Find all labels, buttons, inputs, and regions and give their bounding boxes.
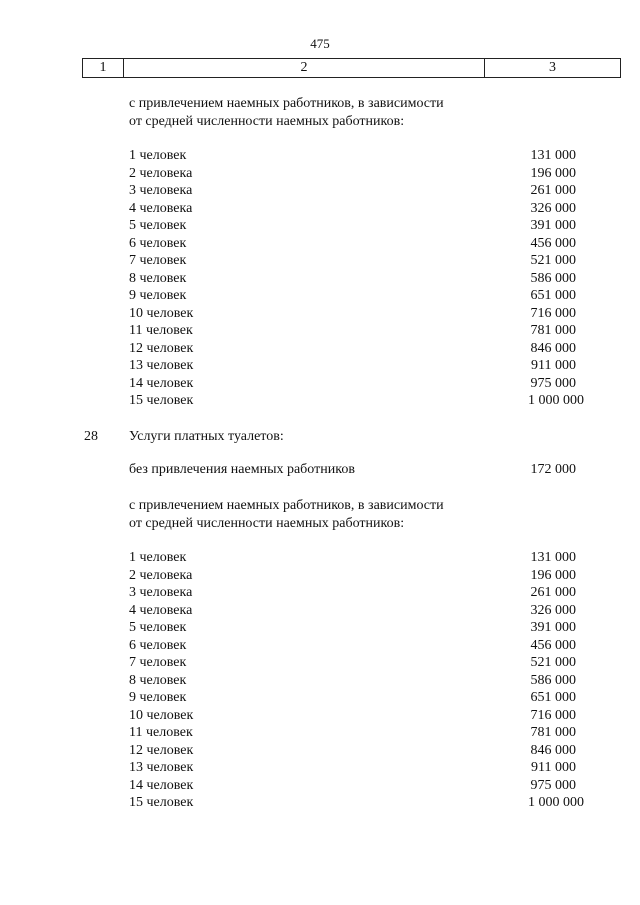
list-item-label: 12 человек: [129, 340, 194, 356]
list-item-value: 391 000: [530, 620, 576, 635]
list-item-label: 14 человек: [129, 375, 194, 391]
list-item-value: 975 000: [530, 777, 576, 793]
column-header-row: [82, 58, 621, 78]
list-item: [129, 182, 584, 200]
list-item: [129, 340, 584, 358]
list-item-value: 326 000: [530, 602, 576, 618]
list-item: [129, 619, 584, 637]
list-item: [129, 707, 584, 725]
list-item: [129, 287, 584, 305]
list-item-value: 131 000: [530, 148, 576, 163]
list-item-label: 14 человек: [129, 777, 194, 793]
item-28-intro-line2: от средней численности наемных работников:: [129, 516, 405, 531]
list-item: [129, 252, 584, 270]
list-item-value: 846 000: [530, 340, 576, 356]
list-item-value: 326 000: [530, 200, 576, 216]
list-item-label: 9 человек: [129, 690, 187, 705]
list-item-value: 1 000 000: [528, 393, 584, 408]
section-a-intro-line1: с привлечением наемных работников, в зависимости: [129, 96, 444, 111]
list-item-label: 4 человека: [129, 200, 193, 216]
list-item: [129, 724, 584, 742]
list-item: [129, 637, 584, 655]
section-a-rows: [129, 147, 584, 410]
list-item-label: 8 человек: [129, 672, 187, 688]
list-item-value: 586 000: [530, 270, 576, 286]
list-item-label: 5 человек: [129, 218, 187, 233]
list-item-label: 1 человек: [129, 148, 187, 163]
list-item-value: 975 000: [530, 375, 576, 391]
list-item: [129, 584, 584, 602]
list-item-label: 5 человек: [129, 620, 187, 635]
list-item-value: 261 000: [530, 183, 576, 198]
column-header-1: 1: [83, 59, 124, 77]
list-item: [129, 200, 584, 218]
list-item-label: 7 человек: [129, 655, 187, 670]
list-item: [129, 270, 584, 288]
list-item: [129, 235, 584, 253]
list-item: [129, 777, 584, 795]
list-item-label: 15 человек: [129, 795, 194, 810]
list-item-label: 7 человек: [129, 253, 187, 268]
list-item-label: 3 человека: [129, 585, 193, 600]
list-item-value: 911 000: [531, 760, 576, 775]
list-item-value: 651 000: [530, 690, 576, 705]
list-item: [129, 654, 584, 672]
list-item-value: 716 000: [530, 707, 576, 723]
list-item-value: 911 000: [531, 358, 576, 373]
list-item: [129, 742, 584, 760]
list-item-label: 3 человека: [129, 183, 193, 198]
item-28-intro-line1: с привлечением наемных работников, в зависимости: [129, 498, 444, 513]
list-item: [129, 217, 584, 235]
list-item-value: 131 000: [530, 550, 576, 565]
list-item: [129, 672, 584, 690]
list-item: [129, 305, 584, 323]
list-item-value: 261 000: [530, 585, 576, 600]
list-item-label: 6 человек: [129, 637, 187, 653]
list-item-value: 586 000: [530, 672, 576, 688]
list-item-label: 12 человек: [129, 742, 194, 758]
list-item: [129, 689, 584, 707]
list-item-label: 11 человек: [129, 725, 193, 740]
list-item: [129, 375, 584, 393]
item-28-no-workers-value: 172 000: [530, 462, 576, 477]
list-item-label: 13 человек: [129, 760, 194, 775]
column-header-2: 2: [124, 59, 485, 77]
item-28-title: Услуги платных туалетов:: [129, 429, 284, 444]
list-item-label: 4 человека: [129, 602, 193, 618]
column-header-3: 3: [549, 60, 556, 75]
item-28-no-workers-row: [129, 461, 576, 479]
list-item-value: 781 000: [530, 725, 576, 740]
item-28-rows: [129, 549, 584, 812]
list-item: [129, 794, 584, 812]
list-item-label: 10 человек: [129, 707, 194, 723]
list-item: [129, 549, 584, 567]
list-item-label: 1 человек: [129, 550, 187, 565]
list-item-value: 196 000: [530, 165, 576, 181]
page-number: 475: [310, 36, 330, 51]
list-item-value: 651 000: [530, 288, 576, 303]
list-item-label: 15 человек: [129, 393, 194, 408]
list-item: [129, 322, 584, 340]
section-a-intro-line2: от средней численности наемных работников:: [129, 114, 405, 129]
list-item-value: 716 000: [530, 305, 576, 321]
list-item-label: 6 человек: [129, 235, 187, 251]
list-item-value: 521 000: [530, 655, 576, 670]
list-item-label: 2 человека: [129, 567, 193, 583]
list-item-label: 8 человек: [129, 270, 187, 286]
list-item: [129, 357, 584, 375]
list-item-value: 391 000: [530, 218, 576, 233]
list-item-label: 9 человек: [129, 288, 187, 303]
item-28-no-workers-label: без привлечения наемных работников: [129, 462, 355, 477]
list-item-value: 781 000: [530, 323, 576, 338]
list-item-label: 13 человек: [129, 358, 194, 373]
list-item: [129, 147, 584, 165]
list-item-value: 456 000: [530, 637, 576, 653]
list-item-value: 196 000: [530, 567, 576, 583]
list-item: [129, 165, 584, 183]
list-item: [129, 602, 584, 620]
list-item: [129, 759, 584, 777]
item-28-number: 28: [84, 429, 98, 444]
list-item-value: 521 000: [530, 253, 576, 268]
list-item-label: 10 человек: [129, 305, 194, 321]
list-item-value: 456 000: [530, 235, 576, 251]
list-item: [129, 567, 584, 585]
list-item-value: 846 000: [530, 742, 576, 758]
list-item-value: 1 000 000: [528, 795, 584, 810]
list-item: [129, 392, 584, 410]
list-item-label: 2 человека: [129, 165, 193, 181]
list-item-label: 11 человек: [129, 323, 193, 338]
